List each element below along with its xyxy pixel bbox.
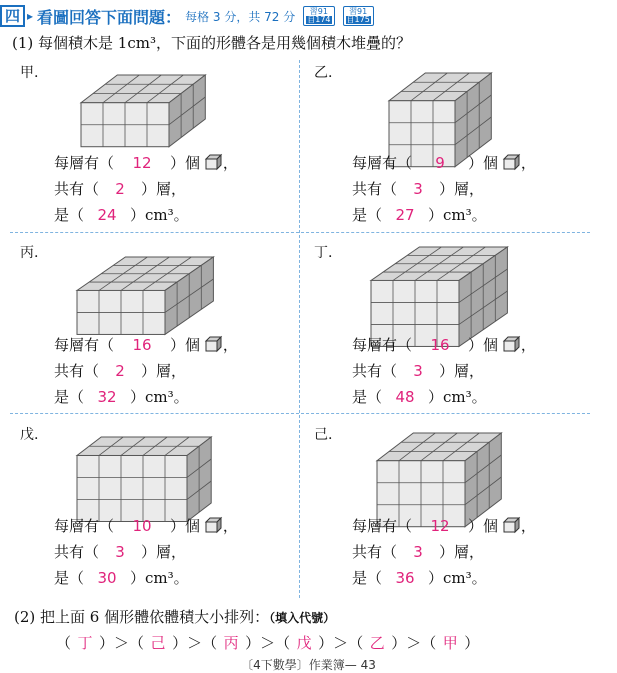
count-unit-label: ）個 [170, 517, 201, 535]
layer-unit-label: ）層 [439, 362, 470, 380]
layers-line [352, 541, 484, 562]
layers-line [352, 360, 484, 381]
volume-label: 是（ [54, 388, 85, 406]
greater-than-sign: ＞ [260, 634, 276, 652]
unit-cube-icon [205, 517, 223, 533]
layer-unit-label: ）層 [141, 180, 172, 198]
volume-unit-label: ）cm³。 [130, 206, 189, 224]
per-layer-answer: 12 [430, 517, 450, 535]
per-layer-line [54, 334, 238, 355]
comma: ， [171, 180, 187, 198]
layer-unit-label: ）層 [141, 543, 172, 561]
volume-answer: 24 [97, 206, 117, 224]
order-answer-item: 丁 [77, 634, 93, 652]
paren-close: ） [391, 634, 407, 652]
page-footer: 〔4下數學〕作業簿— 43 [241, 658, 376, 672]
section-header [0, 4, 374, 28]
block-figure-3 [76, 256, 216, 337]
per-layer-line [54, 515, 238, 536]
volume-label: 是（ [352, 206, 383, 224]
comma: ， [222, 517, 238, 535]
per-layer-label: 每層有（ [54, 336, 115, 354]
comma: ， [222, 154, 238, 172]
layers-answer: 2 [115, 362, 125, 380]
reference-tag-2 [343, 6, 374, 26]
paren-open: （ [275, 634, 291, 652]
per-layer-label: 每層有（ [54, 517, 115, 535]
order-answer-item: 戊 [296, 634, 312, 652]
greater-than-sign: ＞ [187, 634, 203, 652]
order-answer [56, 632, 479, 653]
order-answer-item: 丙 [223, 634, 239, 652]
per-layer-answer: 16 [430, 336, 450, 354]
volume-line [352, 386, 487, 407]
section-number: 四 [0, 5, 25, 27]
layers-answer: 3 [413, 362, 423, 380]
layers-line [352, 178, 484, 199]
greater-than-sign: ＞ [114, 634, 130, 652]
count-unit-label: ）個 [468, 336, 499, 354]
comma: ， [222, 336, 238, 354]
reference-tag-2-bottom: 自175 [346, 15, 370, 24]
paren-open: （ [202, 634, 218, 652]
layers-line [54, 360, 186, 381]
section-title: 看圖回答下面問題： [37, 7, 182, 27]
comma: ， [171, 543, 187, 561]
paren-close: ） [99, 634, 115, 652]
layer-unit-label: ）層 [439, 543, 470, 561]
comma: ， [469, 543, 485, 561]
paren-close: ） [464, 634, 480, 652]
layers-answer: 3 [115, 543, 125, 561]
greater-than-sign: ＞ [406, 634, 422, 652]
paren-open: （ [56, 634, 72, 652]
layers-label: 共有（ [352, 543, 398, 561]
panel-label: 甲. [20, 65, 39, 81]
per-layer-line [352, 152, 536, 173]
block-front-face [77, 455, 187, 521]
panel-label: 乙. [314, 65, 333, 81]
volume-line [352, 204, 487, 225]
per-layer-answer: 10 [132, 517, 152, 535]
comma: ， [469, 180, 485, 198]
volume-line [54, 386, 189, 407]
volume-unit-label: ）cm³。 [130, 569, 189, 587]
paren-open: （ [129, 634, 145, 652]
volume-answer: 36 [395, 569, 415, 587]
reference-tag-1-top: 習91 [309, 7, 328, 16]
order-answer-item: 己 [150, 634, 166, 652]
paren-close: ） [318, 634, 334, 652]
comma: ， [520, 517, 536, 535]
volume-label: 是（ [54, 206, 85, 224]
unit-cube-icon [503, 336, 521, 352]
volume-line [54, 204, 189, 225]
panel-label: 丙. [20, 245, 39, 261]
question-2-text: (2) 把上面 6 個形體依體積大小排列： [14, 608, 270, 626]
layers-label: 共有（ [54, 543, 100, 561]
layers-label: 共有（ [54, 362, 100, 380]
layer-unit-label: ）層 [141, 362, 172, 380]
comma: ， [520, 154, 536, 172]
volume-label: 是（ [54, 569, 85, 587]
row-divider-1 [10, 232, 590, 233]
section-score: 每格 3 分，共 72 分 [185, 9, 296, 24]
question-2 [14, 606, 335, 627]
per-layer-answer: 9 [435, 154, 445, 172]
unit-cube-icon [205, 154, 223, 170]
block-figure-1 [80, 74, 208, 150]
count-unit-label: ）個 [170, 336, 201, 354]
paren-close: ） [245, 634, 261, 652]
question-2-hint: （填入代號） [269, 611, 336, 625]
panel-label: 己. [314, 427, 333, 443]
layer-unit-label: ）層 [439, 180, 470, 198]
per-layer-label: 每層有（ [352, 336, 413, 354]
per-layer-answer: 16 [132, 336, 152, 354]
comma: ， [469, 362, 485, 380]
count-unit-label: ）個 [468, 517, 499, 535]
layers-label: 共有（ [352, 362, 398, 380]
question-1: (1) 每個積木是 1cm³，下面的形體各是用幾個積木堆疊的？ [12, 34, 411, 52]
greater-than-sign: ＞ [333, 634, 349, 652]
section-badge [0, 5, 37, 27]
layers-answer: 2 [115, 180, 125, 198]
volume-label: 是（ [352, 569, 383, 587]
section-arrow-icon: ▸ [27, 9, 34, 23]
order-answer-item: 乙 [369, 634, 385, 652]
layers-line [54, 541, 186, 562]
volume-answer: 48 [395, 388, 415, 406]
volume-line [352, 567, 487, 588]
volume-unit-label: ）cm³。 [428, 569, 487, 587]
unit-cube-icon [503, 517, 521, 533]
layers-answer: 3 [413, 180, 423, 198]
volume-answer: 32 [97, 388, 117, 406]
volume-unit-label: ）cm³。 [130, 388, 189, 406]
layers-label: 共有（ [54, 180, 100, 198]
per-layer-label: 每層有（ [352, 517, 413, 535]
block-figure-5 [76, 436, 214, 524]
layers-answer: 3 [413, 543, 423, 561]
per-layer-line [54, 152, 238, 173]
per-layer-line [352, 334, 536, 355]
comma: ， [520, 336, 536, 354]
volume-unit-label: ）cm³。 [428, 388, 487, 406]
volume-answer: 30 [97, 569, 117, 587]
paren-open: （ [348, 634, 364, 652]
panel-label: 戊. [20, 427, 39, 443]
paren-close: ） [172, 634, 188, 652]
reference-tag-2-top: 習91 [349, 7, 368, 16]
count-unit-label: ）個 [468, 154, 499, 172]
unit-cube-icon [503, 154, 521, 170]
layers-label: 共有（ [352, 180, 398, 198]
panel-label: 丁. [314, 245, 333, 261]
volume-answer: 27 [395, 206, 415, 224]
unit-cube-icon [205, 336, 223, 352]
reference-tag-1-bottom: 自174 [307, 15, 331, 24]
count-unit-label: ）個 [170, 154, 201, 172]
paren-open: （ [421, 634, 437, 652]
layers-line [54, 178, 186, 199]
per-layer-label: 每層有（ [352, 154, 413, 172]
per-layer-answer: 12 [132, 154, 152, 172]
reference-tag-1 [303, 6, 334, 26]
comma: ， [171, 362, 187, 380]
volume-line [54, 567, 189, 588]
per-layer-label: 每層有（ [54, 154, 115, 172]
row-divider-2 [10, 413, 590, 414]
volume-unit-label: ）cm³。 [428, 206, 487, 224]
vertical-divider [299, 60, 300, 598]
volume-label: 是（ [352, 388, 383, 406]
per-layer-line [352, 515, 536, 536]
order-answer-item: 甲 [442, 634, 458, 652]
